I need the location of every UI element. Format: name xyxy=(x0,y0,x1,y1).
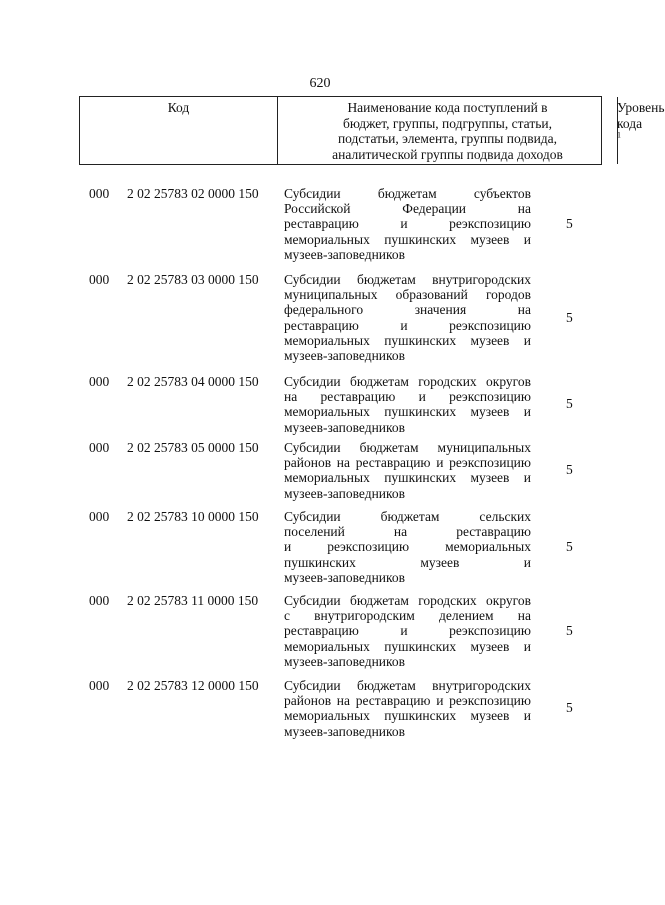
row-code: 2 02 25783 05 0000 150 xyxy=(127,440,259,455)
row-level: 5 xyxy=(566,623,573,638)
row-description xyxy=(284,678,531,739)
description-line: мемориальных пушкинских музеев и xyxy=(284,332,531,348)
header-code: Код xyxy=(80,97,278,164)
description-line: реставрацию и реэкспозицию xyxy=(284,623,531,639)
description-line: мемориальных пушкинских музеев и xyxy=(284,231,531,247)
description-line: и реэкспозицию мемориальных xyxy=(284,539,531,555)
description-line: музеев-заповедников xyxy=(284,419,406,435)
description-line: музеев-заповедников xyxy=(284,485,406,501)
row-description xyxy=(284,374,531,435)
row-level: 5 xyxy=(566,700,573,716)
description-line: муниципальных образований городов xyxy=(284,287,531,303)
description-line: пушкинских музеев и xyxy=(284,554,531,570)
description-line: мемориальных пушкинских музеев и xyxy=(284,708,531,724)
row-code: 2 02 25783 10 0000 150 xyxy=(127,509,259,524)
description-line: Субсидии бюджетам внутригородских xyxy=(284,678,531,693)
row-description xyxy=(284,440,531,501)
row-description xyxy=(284,509,531,585)
description-line: мемориальных пушкинских музеев и xyxy=(284,404,531,420)
row-description xyxy=(284,272,531,363)
description-line: Субсидии бюджетам городских округов xyxy=(284,374,531,389)
description-line: федерального значения на xyxy=(284,302,531,318)
row-level: 5 xyxy=(566,462,573,478)
description-line: с внутригородским делением на xyxy=(284,608,531,624)
description-line: мемориальных пушкинских музеев и xyxy=(284,470,531,486)
row-level: 5 xyxy=(566,216,573,231)
row-prefix: 000 xyxy=(89,593,110,608)
description-line: музеев-заповедников xyxy=(284,569,406,585)
row-prefix: 000 xyxy=(89,272,110,287)
header-name xyxy=(278,97,618,164)
row-prefix: 000 xyxy=(89,509,110,524)
row-prefix: 000 xyxy=(89,374,110,389)
row-code: 2 02 25783 12 0000 150 xyxy=(127,678,259,693)
row-code: 2 02 25783 11 0000 150 xyxy=(127,593,259,608)
page-number: 620 xyxy=(309,76,331,91)
row-description xyxy=(284,186,531,262)
description-line: мемориальных пушкинских музеев и xyxy=(284,638,531,654)
description-line: реставрацию и реэкспозицию xyxy=(284,216,531,232)
description-line: музеев-заповедников xyxy=(284,348,406,364)
footnote-mark: 1 xyxy=(617,130,621,140)
description-line: музеев-заповедников xyxy=(284,653,406,669)
description-line: Субсидии бюджетам муниципальных xyxy=(284,440,531,455)
description-line: на реставрацию и реэкспозицию xyxy=(284,389,531,405)
description-line: Субсидии бюджетам сельских xyxy=(284,509,531,524)
header-name-line: подстатьи, элемента, группы подвида, xyxy=(337,131,558,146)
row-code: 2 02 25783 02 0000 150 xyxy=(127,186,259,201)
header-name-line: Наименование кода поступлений в xyxy=(347,100,548,115)
description-line: реставрацию и реэкспозицию xyxy=(284,317,531,333)
header-name-line: бюджет, группы, подгруппы, статьи, xyxy=(343,115,552,131)
row-description xyxy=(284,593,531,669)
header-name-line: аналитической группы подвида доходов xyxy=(332,146,563,162)
row-prefix: 000 xyxy=(89,678,110,693)
description-line: районов на реставрацию и реэкспозицию xyxy=(284,455,531,471)
description-line: музеев-заповедников xyxy=(284,246,406,262)
row-code: 2 02 25783 04 0000 150 xyxy=(127,374,259,389)
row-level: 5 xyxy=(566,539,573,554)
table-header: Код Наименование кода поступлений в бюджет, группы, подгруппы, статьи, подстатьи, элемента, группы подвида, аналитической группы подвида доходов Уровень кода $^1$ xyxy=(79,96,602,165)
description-line: Субсидии бюджетам внутригородских xyxy=(284,272,531,287)
description-line: Субсидии бюджетам субъектов xyxy=(284,186,531,201)
row-code: 2 02 25783 03 0000 150 xyxy=(127,272,259,287)
description-line: Российской Федерации на xyxy=(284,201,531,217)
row-prefix: 000 xyxy=(89,440,110,455)
description-line: музеев-заповедников xyxy=(284,723,406,739)
row-prefix: 000 xyxy=(89,186,110,201)
row-level: 5 xyxy=(566,309,573,325)
row-level: 5 xyxy=(566,396,573,412)
description-line: районов на реставрацию и реэкспозицию xyxy=(284,693,531,709)
description-line: поселений на реставрацию xyxy=(284,524,531,540)
description-line: Субсидии бюджетам городских округов xyxy=(284,593,531,608)
